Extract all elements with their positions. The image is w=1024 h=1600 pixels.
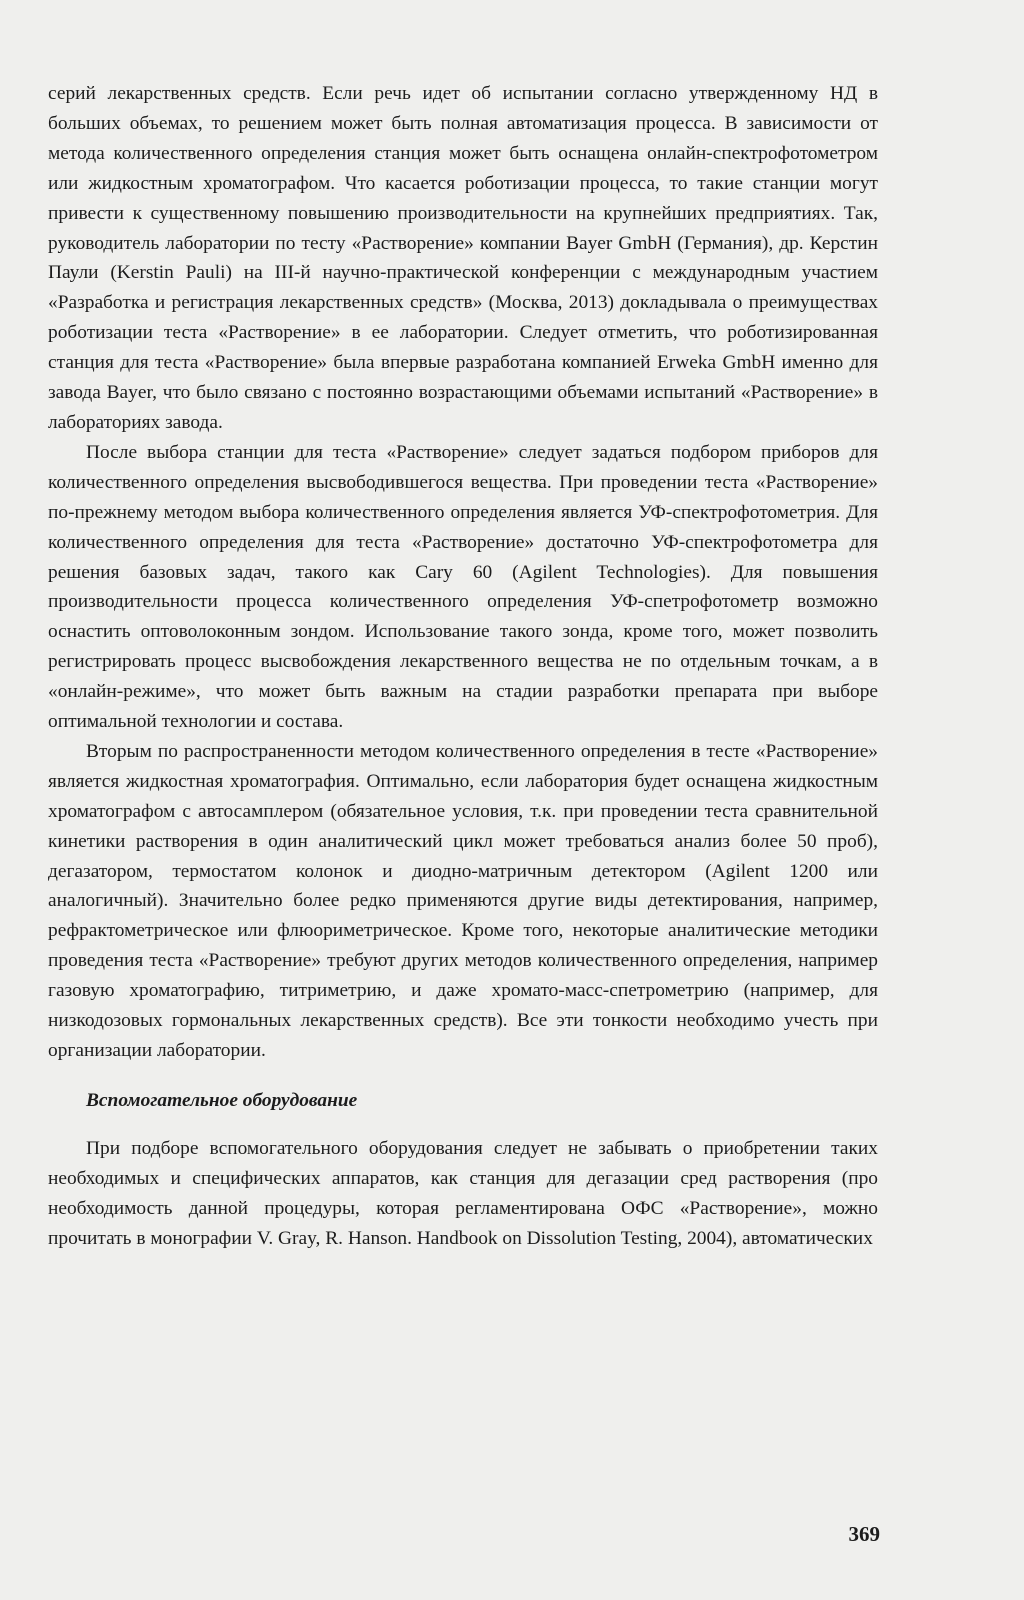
section-heading: Вспомогательное оборудование: [86, 1089, 358, 1111]
paragraph-chromatography: Вторым по распространенности методом количественного определения в тесте «Растворение» является жидкостная хроматография. Оптимально, если лаборатория будет оснащена жидкостным хроматографом с автосамплером (обязательное условия, т.к. при проведении теста сравнительной кинетики растворения в один аналитический цикл может требоваться анализ более 50 проб), дегазатором, термостатом колонок и диодно-матричным детектором (Agilent 1200 или аналогичный). Значительно более редко применяются другие виды детектирования, например, рефрактометрическое или флюориметрическое. Кроме того, некоторые аналитические методики проведения теста «Растворение» требуют других методов количественного определения, например газовую хроматографию, титриметрию, и даже хромато-масс-спетрометрию (например, для низкодозовых гормональных лекарственных средств). Все эти тонкости необходимо учесть при организации лаборатории.: [48, 740, 878, 1061]
page-number: 369: [848, 1522, 880, 1546]
paragraph-auxiliary-equipment: При подборе вспомогательного оборудования следует не забывать о приобретении таких необходимых и специфических аппаратов, как станция для дегазации сред растворения (про необходимость данной процедуры, которая регламентирована ОФС «Растворение», можно прочитать в монографии V. Gray, R. Hanson. Handbook on Dissolution Testing, 2004), автоматических: [48, 1137, 878, 1249]
paragraph-station-choice: После выбора станции для теста «Растворение» следует задаться подбором приборов для количественного определения высвободившегося вещества. При проведении теста «Растворение» по-прежнему методом выбора количественного определения является УФ-спектрофотометрия. Для количественного определения для теста «Растворение» достаточно УФ-спектрофотометра для решения базовых задач, такого как Cary 60 (Agilent Technologies). Для повышения производительности процесса количественного определения УФ-спетрофотометр возможно оснастить оптоволоконным зондом. Использование такого зонда, кроме того, может позволить регистрировать процесс высвобождения лекарственного вещества не по отдельным точкам, а в «онлайн-режиме», что может быть важным на стадии разработки препарата при выборе оптимальной технологии и состава.: [48, 441, 878, 733]
body-text: [48, 79, 878, 1253]
paragraph-continued: серий лекарственных средств. Если речь идет об испытании согласно утвержденному НД в больших объемах, то решением может быть полная автоматизация процесса. В зависимости от метода количественного определения станция может быть оснащена онлайн-спектрофотометром или жидкостным хроматографом. Что касается роботизации процесса, то такие станции могут привести к существенному повышению производительности на крупнейших предприятиях. Так, руководитель лаборатории по тесту «Растворение» компании Bayer GmbH (Германия), др. Керстин Паули (Kerstin Pauli) на III-й научно-практической конференции с международным участием «Разработка и регистрация лекарственных средств» (Москва, 2013) докладывала о преимуществах роботизации теста «Растворение» в ее лаборатории. Следует отметить, что роботизированная станция для теста «Растворение» была впервые разработана компанией Erweka GmbH именно для завода Bayer, что было связано с постоянно возрастающими объемами испытаний «Растворение» в лабораториях завода.: [48, 83, 878, 433]
